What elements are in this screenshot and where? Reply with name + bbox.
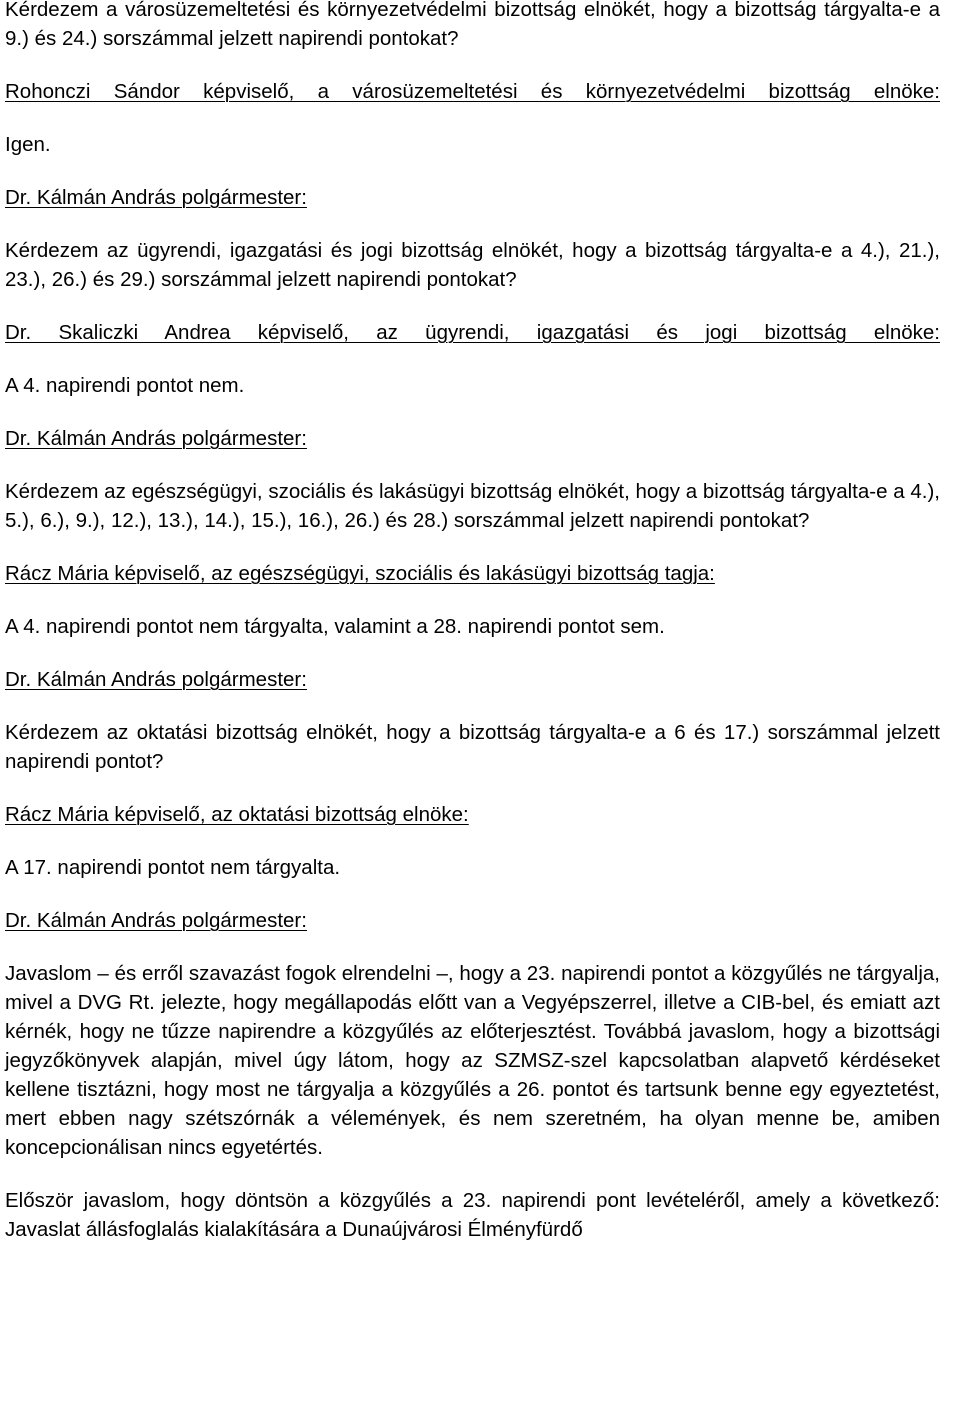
answer-paragraph: A 4. napirendi pontot nem tárgyalta, valamint a 28. napirendi pontot sem. (5, 615, 665, 638)
question-paragraph: Kérdezem a városüzemeltetési és környezetvédelmi bizottság elnökét, hogy a bizottság tárgyalta-e a 9.) és 24.) sorszámmal jelzett napirendi pontokat? (5, 0, 940, 50)
speaker-heading (5, 183, 940, 212)
answer-paragraph: Igen. (5, 133, 51, 156)
document-page (5, 0, 940, 1244)
question-paragraph: Kérdezem az ügyrendi, igazgatási és jogi bizottság elnökét, hogy a bizottság tárgyalta-e a 4.), 21.), 23.), 26.) és 29.) sorszámmal jelzett napirendi pontokat? (5, 239, 940, 291)
speaker-heading (5, 800, 940, 829)
speaker-label: Dr. Kálmán András polgármester: (5, 668, 307, 691)
speaker-heading (5, 424, 940, 453)
speaker-label: Dr. Kálmán András polgármester: (5, 909, 307, 932)
speaker-heading (5, 906, 940, 935)
speaker-label: Dr. Kálmán András polgármester: (5, 427, 307, 450)
question-paragraph: Kérdezem az oktatási bizottság elnökét, hogy a bizottság tárgyalta-e a 6 és 17.) sorszámmal jelzett napirendi pontot? (5, 721, 940, 773)
body-paragraph: Javaslom – és erről szavazást fogok elrendelni –, hogy a 23. napirendi pontot a közgyűlés ne tárgyalja, mivel a DVG Rt. jelezte, hogy megállapodás előtt van a Vegyépszerrel, illetve a CIB-bel, és emiatt azt kérnék, hogy ne tűzze napirendre a közgyűlés az előterjesztést. Továbbá javaslom, hogy a bizottsági jegyzőkönyvek alapján, mivel úgy látom, hogy az SZMSZ-szel kapcsolatban alapvető kérdéseket kellene tisztázni, hogy most ne tárgyalja a közgyűlés a 26. pontot és tartsunk benne egy egyeztetést, mert ebben nagy szétszórnák a vélemények, és nem szeretném, ha olyan menne be, amiben koncepcionálisan nincs egyetértés. (5, 962, 940, 1159)
speaker-heading (5, 665, 940, 694)
body-paragraph: Először javaslom, hogy döntsön a közgyűlés a 23. napirendi pont levételéről, amely a következő: Javaslat állásfoglalás kialakítására a Dunaújvárosi Élményfürdő (5, 1189, 940, 1241)
speaker-label: Rohonczi Sándor képviselő, a városüzemeltetési és környezetvédelmi bizottság elnöke: (5, 80, 940, 103)
speaker-heading (5, 77, 940, 106)
question-paragraph: Kérdezem az egészségügyi, szociális és lakásügyi bizottság elnökét, hogy a bizottság tárgyalta-e a 4.), 5.), 6.), 9.), 12.), 13.), 14.), 15.), 16.), 26.) és 28.) sorszámmal jelzett napirendi pontokat? (5, 480, 940, 532)
answer-paragraph: A 17. napirendi pontot nem tárgyalta. (5, 856, 341, 879)
answer-paragraph: A 4. napirendi pontot nem. (5, 374, 245, 397)
speaker-label: Dr. Skaliczki Andrea képviselő, az ügyrendi, igazgatási és jogi bizottság elnöke: (5, 321, 940, 344)
speaker-label: Dr. Kálmán András polgármester: (5, 186, 307, 209)
speaker-label: Rácz Mária képviselő, az oktatási bizottság elnöke: (5, 803, 469, 826)
speaker-heading (5, 318, 940, 347)
speaker-label: Rácz Mária képviselő, az egészségügyi, szociális és lakásügyi bizottság tagja: (5, 562, 715, 585)
speaker-heading (5, 559, 940, 588)
